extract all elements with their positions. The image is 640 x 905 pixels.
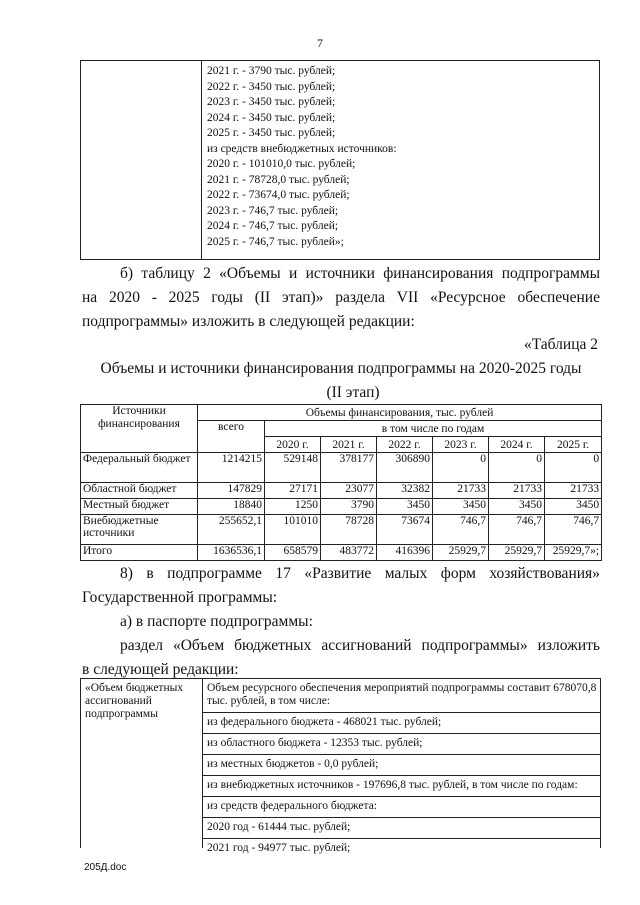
value-cell: 21733 xyxy=(433,483,489,499)
word: изложить xyxy=(537,637,600,654)
value-cell: 32382 xyxy=(377,483,433,499)
word: «Объемы xyxy=(219,265,281,282)
word: малых xyxy=(384,565,428,582)
value-cell: 25929,7 xyxy=(489,545,545,561)
word: финансирования xyxy=(383,265,494,282)
word: б) xyxy=(120,265,134,282)
passport-line: из средств федерального бюджета: xyxy=(207,800,377,812)
value-cell: 101010 xyxy=(265,515,321,545)
continuation-line: 2022 г. - 3450 тыс. рублей; xyxy=(207,80,336,93)
word: «Развитие xyxy=(304,565,372,582)
passport-line: из областного бюджета - 12353 тыс. рублей; xyxy=(207,737,423,749)
continuation-line: из средств внебюджетных источников: xyxy=(207,142,397,155)
word: 17 xyxy=(275,565,291,582)
value-cell: 0 xyxy=(545,453,602,483)
year-header: 2022 г. xyxy=(377,437,433,453)
value-cell: 25929,7»; xyxy=(545,545,602,561)
passport-line: из местных бюджетов - 0,0 рублей; xyxy=(207,758,379,770)
value-cell: 746,7 xyxy=(489,515,545,545)
value-cell: 78728 xyxy=(321,515,377,545)
paragraph-8-line-2: Государственной программы: xyxy=(82,589,278,606)
word: VII xyxy=(396,289,419,306)
paragraph-b-line-1 xyxy=(82,262,600,286)
word: 8) xyxy=(120,565,133,582)
financing-table xyxy=(80,404,602,561)
paragraph-b xyxy=(82,262,600,334)
word: ассигнований xyxy=(321,637,412,654)
continuation-table xyxy=(80,60,600,260)
year-header: 2024 г. xyxy=(489,437,545,453)
column-divider xyxy=(201,61,202,259)
continuation-line: 2024 г. - 3450 тыс. рублей; xyxy=(207,111,336,124)
table-row xyxy=(81,499,602,515)
word: 2020 xyxy=(108,289,140,306)
total-cell: 255652,1 xyxy=(198,515,265,545)
continuation-line: 2025 г. - 3450 тыс. рублей; xyxy=(207,127,336,139)
row-label: Федеральный бюджет xyxy=(81,453,198,483)
paragraph-8-line-1 xyxy=(82,562,600,586)
value-cell: 0 xyxy=(433,453,489,483)
year-header: 2021 г. xyxy=(321,437,377,453)
word: раздел xyxy=(120,637,163,654)
word: подпрограммы xyxy=(501,265,600,282)
total-cell: 147829 xyxy=(198,483,265,499)
paragraph-8 xyxy=(82,562,600,682)
table-row xyxy=(81,515,602,545)
value-cell: 746,7 xyxy=(433,515,489,545)
table-row xyxy=(81,453,602,483)
word: таблицу xyxy=(141,265,195,282)
word: форм xyxy=(440,565,476,582)
paragraph-8-line-4 xyxy=(82,634,600,658)
continuation-line: 2023 г. - 746,7 тыс. рублей; xyxy=(207,204,339,217)
value-cell: 378177 xyxy=(321,453,377,483)
value-cell: 658579 xyxy=(265,545,321,561)
table-title-line-1: Объемы и источники финансирования подпрограммы на 2020-2025 годы xyxy=(100,360,582,377)
continuation-line: 2021 г. - 78728,0 тыс. рублей; xyxy=(207,173,350,186)
table-title-line-2: (II этап) xyxy=(326,384,380,401)
table-row-total xyxy=(81,545,602,561)
continuation-line: 2023 г. - 3450 тыс. рублей; xyxy=(207,96,336,108)
value-cell: 25929,7 xyxy=(433,545,489,561)
value-cell: 21733 xyxy=(489,483,545,499)
word: (II xyxy=(254,289,271,306)
by-years-header: в том числе по годам xyxy=(265,421,602,437)
value-cell: 416396 xyxy=(377,545,433,561)
passport-line: из внебюджетных источников - 197696,8 тыс. рублей, в том числе по годам: xyxy=(207,779,578,791)
word: обеспечение xyxy=(517,289,600,306)
value-cell: 3450 xyxy=(489,499,545,515)
word: источники xyxy=(305,265,375,282)
passport-line: 2020 год - 61444 тыс. рублей; xyxy=(207,821,351,833)
value-cell: 3790 xyxy=(321,499,377,515)
continuation-lines xyxy=(207,64,595,250)
value-cell: 27171 xyxy=(265,483,321,499)
value-cell: 3450 xyxy=(545,499,602,515)
row-label: Местный бюджет xyxy=(81,499,198,515)
total-header: всего xyxy=(198,421,265,453)
continuation-line: 2021 г. - 3790 тыс. рублей; xyxy=(207,65,336,77)
word: «Ресурсное xyxy=(430,289,506,306)
paragraph-8-line-5: в следующей редакции: xyxy=(82,661,239,678)
year-header: 2020 г. xyxy=(265,437,321,453)
value-cell: 306890 xyxy=(377,453,433,483)
table-label: «Таблица 2 xyxy=(523,336,598,353)
column-divider xyxy=(202,679,203,848)
word: на xyxy=(82,289,98,306)
value-cell: 1250 xyxy=(265,499,321,515)
row-label: Итого xyxy=(81,545,198,561)
value-cell: 746,7 xyxy=(545,515,602,545)
passport-label: «Объем бюджетных ассигнований подпрограммы xyxy=(85,682,184,720)
value-cell: 21733 xyxy=(545,483,602,499)
word: 2 xyxy=(203,265,211,282)
total-cell: 1636536,1 xyxy=(198,545,265,561)
passport-table xyxy=(80,678,601,854)
word: подпрограммы» xyxy=(421,637,528,654)
word: бюджетных xyxy=(234,637,312,654)
year-header: 2023 г. xyxy=(433,437,489,453)
value-cell: 529148 xyxy=(265,453,321,483)
value-cell: 3450 xyxy=(377,499,433,515)
value-cell: 0 xyxy=(489,453,545,483)
continuation-line: 2022 г. - 73674,0 тыс. рублей; xyxy=(207,189,350,201)
paragraph-b-line-2 xyxy=(82,286,600,310)
year-header: 2025 г. xyxy=(545,437,602,453)
word: годы xyxy=(211,289,243,306)
word: - xyxy=(151,289,157,306)
passport-lines xyxy=(207,682,597,859)
row-label: Внебюджетные источники xyxy=(81,515,198,545)
word: и xyxy=(288,265,298,282)
source-header: Источники финансирования xyxy=(81,405,198,453)
table-row xyxy=(81,483,602,499)
word: «Объем xyxy=(172,637,225,654)
footer-filename: 205Д.doc xyxy=(84,862,127,873)
passport-line: Объем ресурсного обеспечения мероприятий подпрограммы составит 678070,8 тыс. рублей, в том числе: xyxy=(207,682,597,707)
word: в xyxy=(146,565,154,582)
word: этап)» xyxy=(281,289,324,306)
passport-line: 2021 год - 94977 тыс. рублей; xyxy=(207,842,351,854)
paragraph-b-line-3: подпрограммы» изложить в следующей редакции: xyxy=(82,313,415,330)
word: 2025 xyxy=(168,289,200,306)
passport-line: из федерального бюджета - 468021 тыс. рублей; xyxy=(207,716,442,728)
word: хозяйствования» xyxy=(489,565,600,582)
paragraph-8-line-3: а) в паспорте подпрограммы: xyxy=(120,613,313,630)
total-cell: 1214215 xyxy=(198,453,265,483)
row-label: Областной бюджет xyxy=(81,483,198,499)
continuation-line: 2025 г. - 746,7 тыс. рублей»; xyxy=(207,235,344,248)
continuation-line: 2024 г. - 746,7 тыс. рублей; xyxy=(207,220,339,232)
total-cell: 18840 xyxy=(198,499,265,515)
value-cell: 23077 xyxy=(321,483,377,499)
value-cell: 3450 xyxy=(433,499,489,515)
page-number: 7 xyxy=(317,36,323,50)
value-cell: 483772 xyxy=(321,545,377,561)
word: раздела xyxy=(335,289,386,306)
value-cell: 73674 xyxy=(377,515,433,545)
volumes-header: Объемы финансирования, тыс. рублей xyxy=(198,405,602,421)
word: подпрограмме xyxy=(167,565,262,582)
continuation-line: 2020 г. - 101010,0 тыс. рублей; xyxy=(207,158,356,170)
